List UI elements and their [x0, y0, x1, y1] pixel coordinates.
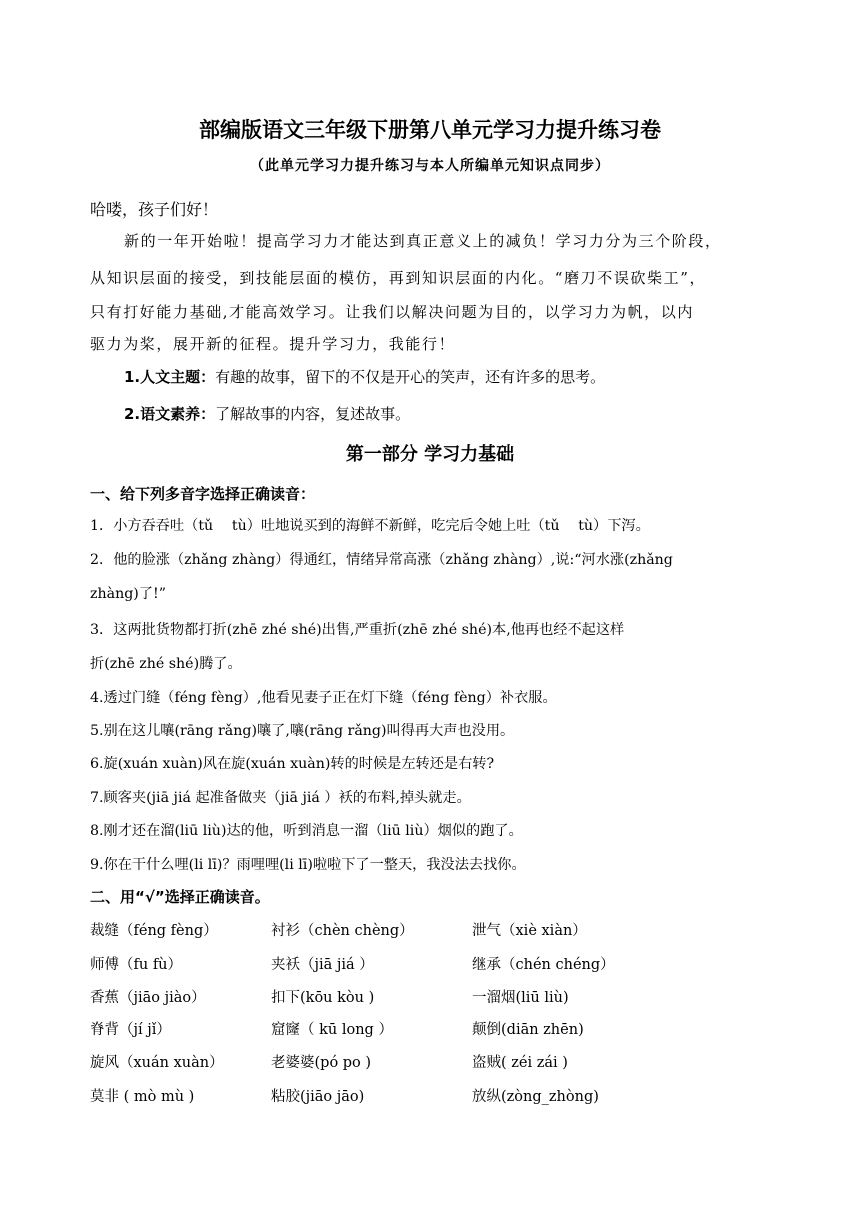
choice-item: 放纵(zòng_zhòng) [472, 1089, 599, 1105]
choice-item: 泄气（xiè xiàn） [472, 923, 587, 939]
question-line: 5.别在这儿嚷(rāng rǎng)嚷了,嚷(rāng rǎng)叫得再大声也没用。 [90, 723, 515, 739]
choice-row [90, 953, 810, 977]
theme-label: 1.人文主题： [124, 368, 216, 386]
section-one-title: 一、给下列多音字选择正确读音： [90, 485, 316, 503]
choice-item: 颠倒(diān zhēn) [472, 1022, 584, 1038]
part-one-heading: 第一部分 学习力基础 [345, 444, 515, 465]
theme-line [124, 366, 605, 387]
choice-row [90, 1018, 810, 1042]
literacy-line [124, 403, 410, 424]
intro-line-2: 从知识层面的接受，到技能层面的模仿，再到知识层面的内化。“磨刀不误砍柴工”， [90, 269, 707, 287]
choice-item: 裁缝（féng fèng） [90, 923, 218, 939]
question-line: zhàng)了!” [90, 586, 166, 602]
choice-item: 旋风（xuán xuàn） [90, 1055, 224, 1071]
question-line: 2．他的脸涨（zhǎng zhàng）得通红，情绪异常高涨（zhǎng zhàng）,说:“河水涨(zhǎng [90, 552, 673, 568]
section-two-title: 二、用“√”选择正确读音。 [90, 888, 270, 906]
document-subtitle: （此单元学习力提升练习与本人所编单元知识点同步） [250, 158, 610, 174]
question-line: 3．这两批货物都打折(zhē zhé shé)出售,严重折(zhē zhé shé)本,他再也经不起这样 [90, 622, 625, 638]
greeting: 哈喽，孩子们好！ [90, 200, 219, 219]
choice-row [90, 1085, 810, 1109]
choice-row [90, 986, 810, 1010]
question-line: 7.顾客夹(jiā jiá 起准备做夹（jiā jiá ）袄的布料,掉头就走。 [90, 790, 471, 806]
intro-line-4: 驱力为桨，展开新的征程。提升学习力，我能行！ [90, 335, 456, 353]
choice-item: 盗贼( zéi zái ) [472, 1055, 568, 1071]
question-line: 1．小方吞吞吐（tǔ tù）吐地说买到的海鲜不新鲜，吃完后令她上吐（tǔ tù）下泻。 [90, 518, 650, 534]
literacy-label: 2.语文素养： [124, 405, 216, 423]
literacy-text: 了解故事的内容，复述故事。 [215, 405, 411, 423]
choice-item: 老婆婆(pó po ) [271, 1055, 372, 1071]
choice-item: 衬衫（chèn chèng） [271, 923, 414, 939]
intro-line-3: 只有打好能力基础,才能高效学习。让我们以解决问题为目的，以学习力为帆，以内 [90, 303, 694, 321]
choice-item: 夹袄（jiā jiá ） [271, 957, 374, 973]
choice-row [90, 919, 810, 943]
choice-item: 脊背（jí jǐ） [90, 1022, 171, 1038]
document-title: 部编版语文三年级下册第八单元学习力提升练习卷 [199, 118, 661, 142]
choice-item: 继承（chén chéng） [472, 957, 615, 973]
question-line: 4.透过门缝（féng fèng）,他看见妻子正在灯下缝（féng fèng）补衣服。 [90, 690, 557, 706]
choice-item: 一溜烟(liū liù) [472, 990, 569, 1006]
question-line: 6.旋(xuán xuàn)风在旋(xuán xuàn)转的时候是左转还是右转? [90, 756, 495, 772]
choice-item: 莫非 ( mò mù ) [90, 1089, 195, 1105]
choice-item: 窟窿（ kū long ） [271, 1022, 393, 1038]
choice-item: 扣下(kōu kòu ) [271, 990, 375, 1006]
intro-line-1: 新的一年开始啦！提高学习力才能达到真正意义上的减负！学习力分为三个阶段， [124, 232, 722, 250]
choice-item: 粘胶(jiāo jāo) [271, 1089, 365, 1105]
question-line: 折(zhē zhé shé)腾了。 [90, 656, 242, 672]
question-line: 8.刚才还在溜(liū liù)达的他，听到消息一溜（liū liù）烟似的跑了。 [90, 823, 523, 839]
choice-item: 香蕉（jiāo jiào） [90, 990, 206, 1006]
choice-row [90, 1051, 810, 1075]
choice-item: 师傅（fu fù） [90, 957, 183, 973]
question-line: 9.你在干什么哩(li lī)？雨哩哩(li lī)啦啦下了一整天，我没法去找你。 [90, 857, 526, 873]
theme-text: 有趣的故事，留下的不仅是开心的笑声，还有许多的思考。 [215, 368, 606, 386]
